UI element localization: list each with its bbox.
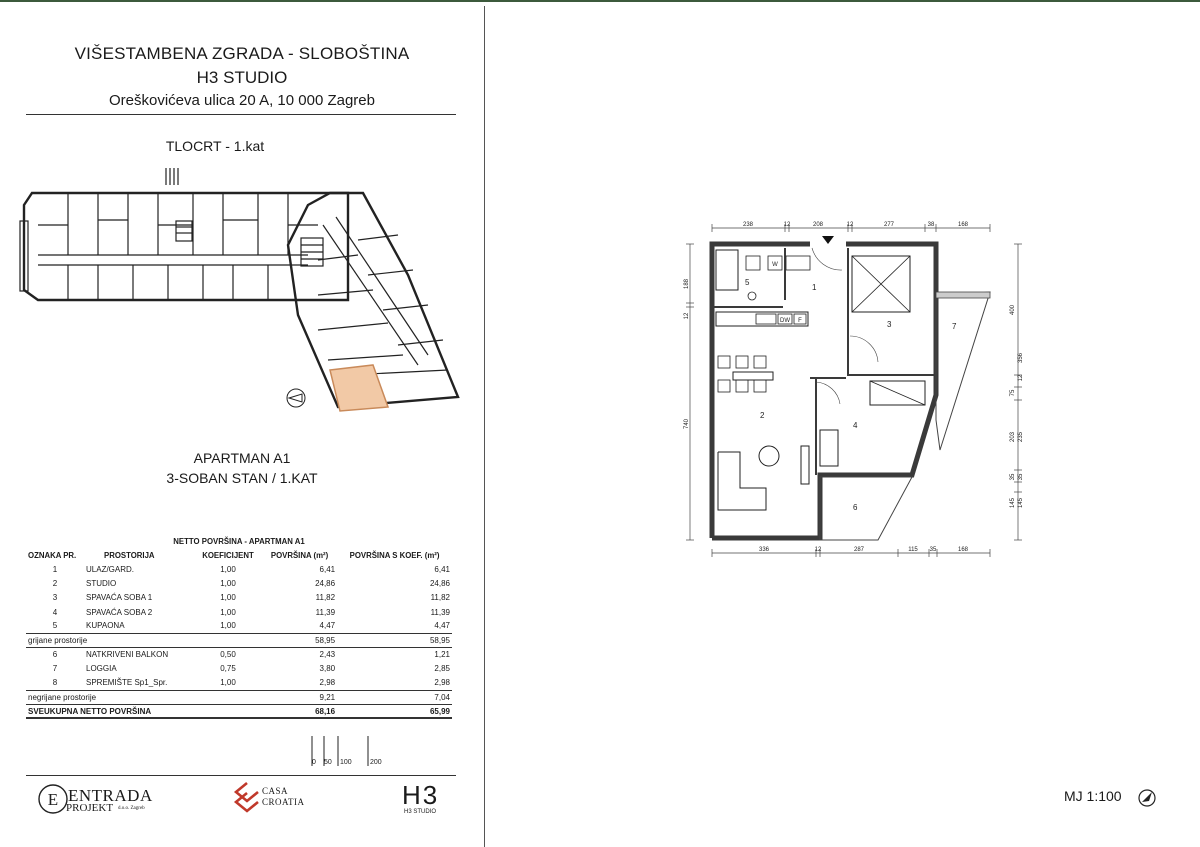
room-name: LOGGIA [86,664,117,674]
room-number: 2 [760,411,765,420]
dim-label: 12 [1018,374,1024,382]
dim-label: 12 [814,547,822,553]
dim-label: 238 [742,222,754,228]
h3-logo-text: H3 STUDIO [404,809,437,815]
floor-plan-title: TLOCRT - 1.kat [165,138,265,154]
washer-label: W [772,262,778,268]
room-coef: 1,00 [220,607,236,617]
room-id: 5 [52,621,58,631]
unheated-sum-row [26,690,452,704]
room-area-coef: 2,85 [434,664,450,674]
room-area-coef: 6,41 [434,564,450,574]
room-area-coef: 2,98 [434,678,450,688]
unheated-sum-label: negrijane prostorije [26,690,262,704]
h3-logo-mark: H3 [402,780,440,810]
heated-sum-area: 58,95 [262,633,337,647]
room-name: KUPAONA [86,621,125,631]
unheated-sum-area-coef: 7,04 [337,690,452,704]
scale-label: 50 [324,759,332,766]
room-area: 24,86 [315,579,336,589]
footer-rule [26,775,456,776]
room-id: 7 [52,664,58,674]
dim-label: 115 [908,547,918,553]
top-border-line [0,0,1200,2]
room-coef: 1,00 [220,678,236,688]
key-floor-plan [18,165,468,415]
room-name: SPAVAĆA SOBA 1 [86,593,153,603]
room-number: 6 [853,503,858,512]
table-row [26,591,452,605]
table-header-row [26,548,452,562]
room-coef: 1,00 [220,621,236,631]
table-row [26,562,452,576]
dim-label: 38 [927,222,935,228]
svg-text:E: E [47,790,59,809]
fridge-label: F [798,318,802,324]
room-coef: 1,00 [220,593,236,603]
dim-label: 145 [1018,497,1024,509]
col-header: POVRŠINA (m²) [270,550,329,560]
room-area-coef: 11,82 [430,593,450,603]
casa-logo-line1: CASA [262,786,289,796]
casa-croatia-logo-icon [232,780,262,818]
entrada-logo-suffix: d.o.o. Zagreb [118,806,145,811]
room-id: 2 [52,579,58,589]
col-header: OZNAKA PR. [28,550,77,560]
apartment-floor-plan [676,212,1036,572]
room-name: SPAVAĆA SOBA 2 [86,607,153,617]
scale-label: 0 [312,759,316,766]
room-number: 5 [745,278,750,287]
room-area-coef: 1,21 [434,650,450,660]
room-area: 11,39 [315,607,336,617]
page-divider [484,6,485,847]
room-id: 3 [52,593,58,603]
entrada-logo-line1: ENTRADA [68,786,153,805]
room-name: SPREMIŠTE Sp1_Spr. [86,678,168,688]
project-title: VIŠESTAMBENA ZGRADA - SLOBOŠTINA [74,44,410,63]
room-name: NATKRIVENI BALKON [86,650,169,660]
dim-label: 145 [1010,497,1016,509]
dim-label: 35 [1018,473,1024,481]
total-row [26,704,452,718]
room-area-coef: 11,39 [430,607,450,617]
dim-label: 203 [1010,431,1016,443]
table-row [26,662,452,676]
north-arrow-icon [287,389,305,407]
room-number: 4 [853,421,858,430]
dim-label: 12 [783,222,791,228]
col-header: KOEFICIJENT [202,550,254,560]
room-area: 2,98 [319,678,336,688]
scale-label: 100 [340,759,352,766]
room-number: 7 [952,322,957,331]
room-area-coef: 24,86 [429,579,450,589]
col-header: PROSTORIJA [104,550,155,560]
apartment-type: 3-SOBAN STAN / 1.KAT [166,470,318,486]
apartment-name: APARTMAN A1 [193,450,291,466]
dim-label: 356 [1018,352,1024,364]
heated-sum-area-coef: 58,95 [337,633,452,647]
room-name: ULAZ/GARD. [86,564,135,574]
highlighted-apartment-a1 [330,365,388,411]
dim-label: 336 [758,547,770,553]
room-area: 2,43 [319,650,336,660]
north-arrow-icon [1136,787,1158,809]
room-name: STUDIO [86,579,117,589]
project-address: Oreškovićeva ulica 20 A, 10 000 Zagreb [109,92,375,109]
casa-logo-line2: CROATIA [262,797,305,807]
unheated-sum-area: 9,21 [262,690,337,704]
entrada-logo-icon [36,782,70,816]
room-area: 6,41 [319,564,336,574]
dim-label: 400 [1010,304,1016,316]
dim-label: 277 [883,222,895,228]
dim-label: 168 [957,222,969,228]
table-row [26,648,452,662]
dim-label: 235 [1018,431,1024,443]
room-coef: 1,00 [220,579,236,589]
table-row [26,619,452,633]
dim-label: 287 [853,547,865,553]
total-area: 68,16 [262,704,337,718]
room-id: 8 [52,678,58,688]
dim-label: 168 [957,547,969,553]
total-label: SVEUKUPNA NETTO POVRŠINA [26,704,262,718]
dishwasher-label: DW [780,318,790,324]
dim-label: 208 [812,222,824,228]
room-coef: 1,00 [220,564,236,574]
studio-title: H3 STUDIO [196,68,288,87]
room-area: 3,80 [319,664,336,674]
room-area-coef: 4,47 [434,621,450,631]
room-area: 4,47 [319,621,336,631]
room-coef: 0,75 [220,664,236,674]
room-coef: 0,50 [220,650,236,660]
plan-scale: MJ 1:100 [1064,788,1122,804]
col-header: POVRŠINA S KOEF. (m²) [349,550,440,560]
room-number: 3 [887,320,892,329]
dim-label: 740 [684,418,690,430]
table-row [26,577,452,591]
table-row [26,676,452,690]
area-table [26,534,452,719]
dim-label: 188 [684,278,690,290]
scale-label: 200 [370,759,382,766]
room-area: 11,82 [315,593,336,603]
table-caption: NETTO POVRŠINA - APARTMAN A1 [173,536,305,546]
room-id: 6 [52,650,58,660]
room-id: 4 [52,607,58,617]
entrada-logo-line2: PROJEKT [66,802,114,814]
room-id: 1 [52,564,58,574]
header-rule [26,114,456,115]
dim-label: 75 [1010,389,1016,397]
room-number: 1 [812,283,817,292]
dim-label: 35 [929,547,937,553]
table-row [26,605,452,619]
total-area-coef: 65,99 [337,704,452,718]
heated-sum-label: grijane prostorije [26,633,262,647]
heated-sum-row [26,633,452,647]
dim-label: 12 [846,222,854,228]
dim-label: 12 [684,312,690,320]
dim-label: 35 [1010,473,1016,481]
